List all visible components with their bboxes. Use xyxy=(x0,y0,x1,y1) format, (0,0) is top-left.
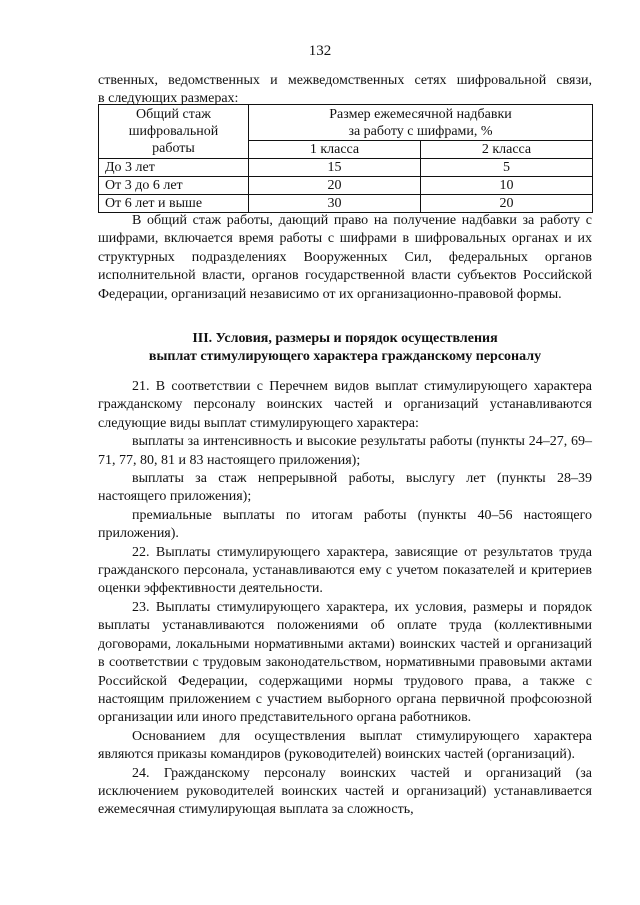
table-row xyxy=(99,177,593,195)
paragraph-21: 21. В соответствии с Перечнем видов выплат стимулирующего характера гражданскому персоналу воинских частей и организаций устанавливаются следующие виды выплат стимулирующего характера: xyxy=(98,379,592,431)
table-cell-value: 20 xyxy=(421,195,593,213)
section-heading xyxy=(98,330,592,366)
header-line: за работу с шифрами, % xyxy=(348,123,493,139)
paragraph-23: 23. Выплаты стимулирующего характера, их условия, размеры и порядок выплаты устанавливаются положениями об оплате труда (коллективными договорами, локальными нормативными актами) воинских частей и организаций в соответствии с трудовым законодательством, нормативными правовыми актами Российской Федерации, содержащими нормы трудового права, а также с настоящим приложением с участием выборного органа первичной профсоюзной организации или иного представительного органа работников. xyxy=(98,599,592,726)
table-cell-value: 20 xyxy=(249,177,421,195)
intro-line: ственных, ведомственных и межведомственных сетях шифровальной связи, xyxy=(98,73,592,88)
header-line: шифровальной xyxy=(128,124,219,139)
table-cell-label: До 3 лет xyxy=(99,159,249,177)
heading-line: III. Условия, размеры и порядок осуществления xyxy=(192,331,498,346)
paragraph-stazh: В общий стаж работы, дающий право на получение надбавки за работу с шифрами, включается время работы с шифрами в шифровальных органах и их структурных подразделениях Вооруженных Сил, федеральных органов исполнительной власти, органов государственной власти субъектов Российской Федерации, организаций независимо от их организационно-правовой формы. xyxy=(98,213,592,302)
table-header-stazh xyxy=(99,105,249,159)
table-cell-value: 5 xyxy=(421,159,593,177)
header-line: Размер ежемесячной надбавки xyxy=(329,106,512,122)
header-line: Общий стаж xyxy=(136,107,211,122)
table-cell-label: От 6 лет и выше xyxy=(99,195,249,213)
intro-line: в следующих размерах: xyxy=(98,91,239,107)
paragraph-21-item-1: выплаты за интенсивность и высокие результаты работы (пункты 24–27, 69–71, 77, 80, 81 и 83 настоящего приложения); xyxy=(98,434,592,468)
table-subheader-class2: 2 класса xyxy=(421,141,593,159)
page-number: 132 xyxy=(308,43,332,59)
table-cell-value: 30 xyxy=(249,195,421,213)
table-subheader-class1: 1 класса xyxy=(249,141,421,159)
paragraph-21-item-2: выплаты за стаж непрерывной работы, выслугу лет (пункты 28–39 настоящего приложения); xyxy=(98,471,592,505)
table-row xyxy=(99,159,593,177)
paragraph-22: 22. Выплаты стимулирующего характера, зависящие от результатов труда гражданского персонала, устанавливаются ему с учетом показателей и критериев оценки эффективности деятельности. xyxy=(98,544,592,597)
table-header-nadbavka xyxy=(249,105,593,141)
heading-line: выплат стимулирующего характера гражданскому персоналу xyxy=(148,349,542,364)
paragraph-24: 24. Гражданскому персоналу воинских частей и организаций (за исключением руководителей воинских частей и организаций) устанавливается ежемесячная стимулирующая выплата за сложность, xyxy=(98,765,592,818)
stazh-table xyxy=(98,104,593,213)
header-line: работы xyxy=(152,141,195,156)
table-cell-value: 15 xyxy=(249,159,421,177)
table-cell-label: От 3 до 6 лет xyxy=(99,177,249,195)
table-cell-value: 10 xyxy=(421,177,593,195)
paragraph-21-item-3: премиальные выплаты по итогам работы (пункты 40–56 настоящего приложения). xyxy=(98,507,592,542)
section-body xyxy=(98,378,592,820)
paragraph-23-basis: Основанием для осуществления выплат стимулирующего характера являются приказы командиров (руководителей) воинских частей (организаций). xyxy=(98,728,592,763)
table-row xyxy=(99,195,593,213)
